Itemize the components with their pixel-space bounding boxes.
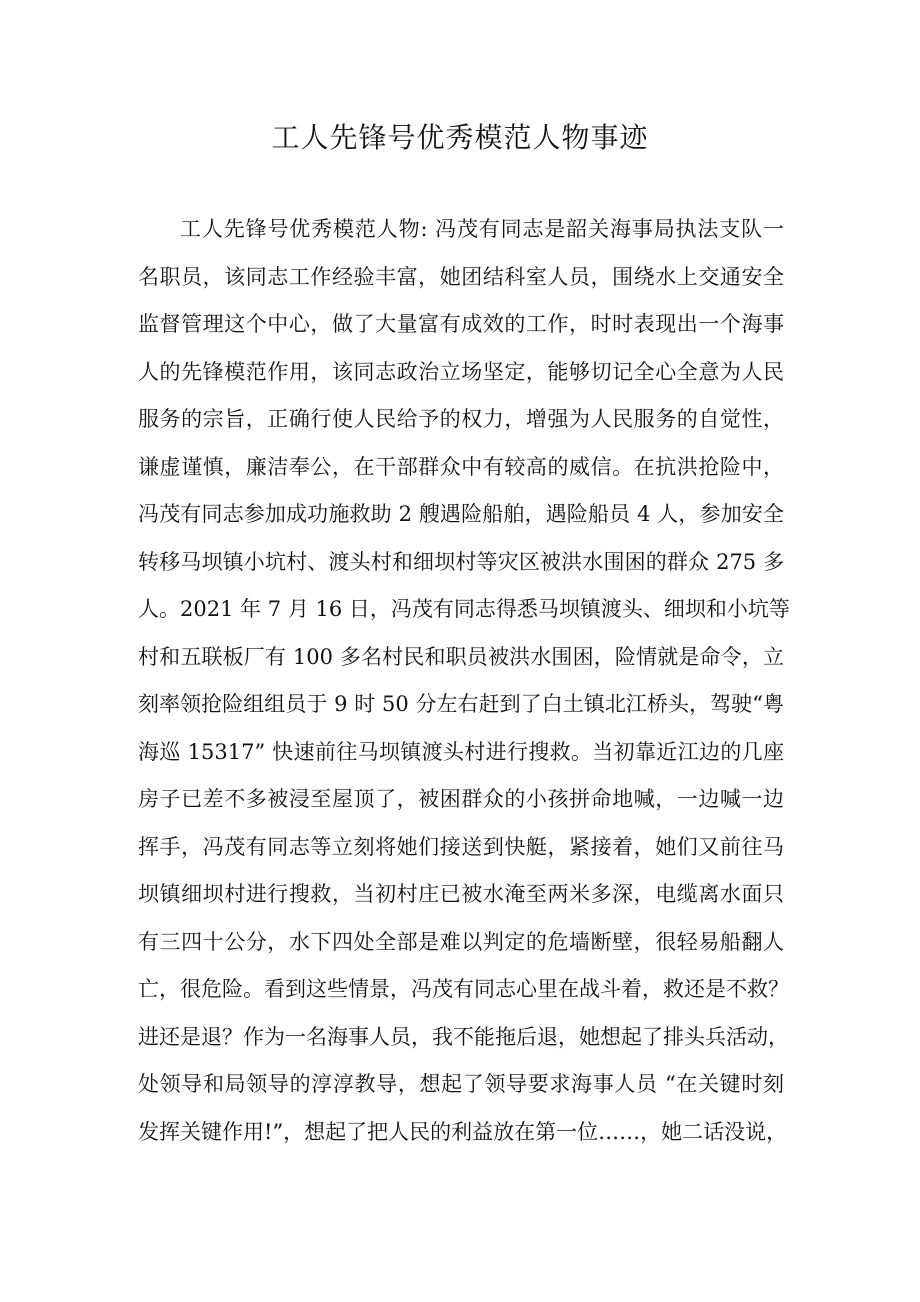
- paragraph-line: 处领导和局领导的淳淳教导，想起了领导要求海事人员 “在关键时刻: [138, 1072, 784, 1096]
- paragraph-line: 名职员，该同志工作经验丰富，她团结科室人员，围绕水上交通安全: [138, 264, 784, 289]
- paragraph-line: 房子已差不多被浸至屋顶了，被困群众的小孩拼命地喊，一边喊一边: [138, 787, 784, 811]
- paragraph-line: 监督管理这个中心，做了大量富有成效的工作，时时表现出一个海事: [138, 312, 784, 336]
- document-title: 工人先锋号优秀模范人物事迹: [271, 121, 649, 154]
- paragraph-line: 工人先锋号优秀模范人物: 冯茂有同志是韶关海事局执法支队一: [180, 217, 784, 241]
- paragraph-line: 发挥关键作用!”，想起了把人民的利益放在第一位……，她二话没说，: [138, 1119, 788, 1144]
- document-body: [138, 206, 790, 1156]
- paragraph-line: 进还是退？作为一名海事人员，我不能拖后退，她想起了排头兵活动，: [138, 1024, 789, 1049]
- paragraph-line: 挥手，冯茂有同志等立刻将她们接送到快艇，紧接着，她们又前往马: [138, 834, 784, 859]
- paragraph-line: 有三四十公分，水下四处全部是难以判定的危墙断壁，很轻易船翻人: [138, 929, 784, 954]
- paragraph-line: 刻率领抢险组组员于 9 时 50 分左右赶到了白土镇北江桥头，驾驶“粤: [138, 692, 784, 716]
- paragraph-line: 服务的宗旨，正确行使人民给予的权力，增强为人民服务的自觉性，: [138, 407, 784, 431]
- paragraph-line: 冯茂有同志参加成功施救助 2 艘遇险船舶，遇险船员 4 人，参加安全: [138, 502, 784, 526]
- paragraph-line: 转移马坝镇小坑村、渡头村和细坝村等灾区被洪水围困的群众 275 多: [138, 549, 784, 574]
- paragraph-line: 人的先锋模范作用，该同志政治立场坚定，能够切记全心全意为人民: [138, 359, 784, 384]
- paragraph-line: 村和五联板厂有 100 多名村民和职员被洪水围困，险情就是命令，立: [138, 644, 784, 669]
- paragraph-line: 坝镇细坝村进行搜救，当初村庄已被水淹至两米多深，电缆离水面只: [138, 882, 784, 906]
- paragraph-line: 谦虚谨慎，廉洁奉公，在干部群众中有较高的威信。在抗洪抢险中，: [138, 454, 784, 479]
- paragraph-line: 海巡 15317” 快速前往马坝镇渡头村进行搜救。当初靠近江边的几座: [138, 739, 784, 764]
- paragraph-line: 亡，很危险。看到这些情景，冯茂有同志心里在战斗着，救还是不救？: [138, 977, 789, 1001]
- paragraph-line: 人。2021 年 7 月 16 日，冯茂有同志得悉马坝镇渡头、细坝和小坑等: [138, 597, 790, 621]
